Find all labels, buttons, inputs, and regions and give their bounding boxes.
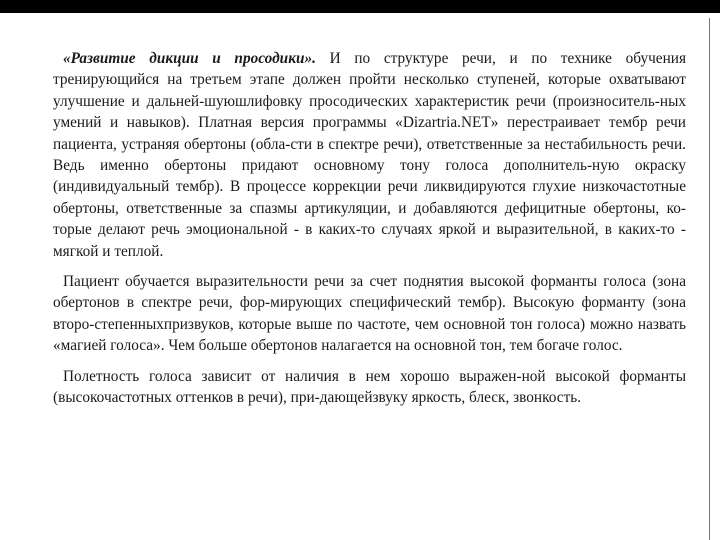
paragraph-1 (53, 48, 686, 262)
corner-square-1 (713, 20, 720, 27)
paragraph-2-text: Пациент обучается выразительности речи за счет поднятия высокой форманты голоса (зона обертонов в спектре речи, фор-мирующих специфический тембр). Высокую форманту (зона второ-степенныхпризвуков, которые выше по частоте, чем основной тон голоса) можно назвать «магией голоса». Чем больше обертонов налагается на основной тон, тем богаче голос. (53, 273, 686, 355)
slide-top-bar (0, 0, 720, 18)
corner-square-2 (713, 33, 720, 40)
paragraph-3-text: Полетность голоса зависит от наличия в нем хорошо выражен-ной высокой форманты (высокочастотных оттенков в речи), при-дающейзвуку яркость, блеск, звонкость. (53, 367, 686, 407)
paragraph-2 (53, 271, 686, 357)
paragraph-3 (53, 366, 686, 409)
document-body (53, 48, 686, 409)
paragraph-1-text: И по структуре речи, и по технике обучения тренирующийся на третьем этапе должен пройти несколько ступеней, которые охватывают улучшение и дальней-шуюшлифовку просодических характеристик речи (произноситель-ных умений и навыков). Платная версия программы «Dizartria.NET» перестраивает тембр речи пациента, устраняя обертоны (обла-сти в спектре речи), ответственные за нестабильность речи. Ведь именно обертоны придают основному тону голоса дополнитель-ную окраску (индивидуальный тембр). В процессе коррекции речи ликвидируются глухие низкочастотные обертоны, ответственные за спазмы артикуляции, и добавляются дефицитные обертоны, ко-торые делают речь эмоциональной - в каких-то случаях яркой и выразительной, в каких-то - мягкой и теплой. (53, 50, 686, 260)
right-edge-rule (709, 18, 710, 540)
top-dark-band (0, 0, 720, 13)
corner-square-3 (713, 46, 720, 53)
corner-decoration (710, 0, 720, 60)
paragraph-1-lead: «Развитие дикции и просодики». (63, 50, 316, 67)
